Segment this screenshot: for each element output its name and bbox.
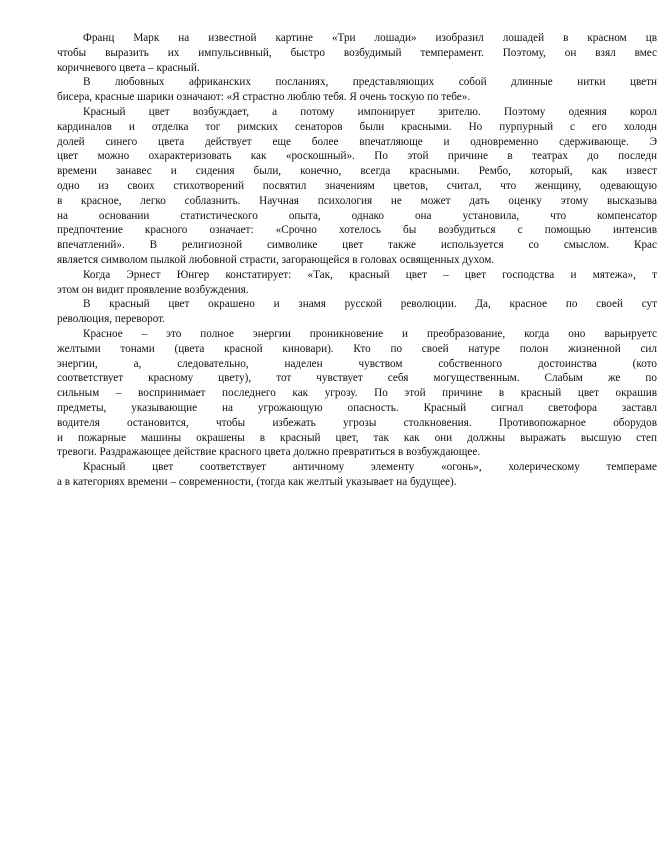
paragraph-3 — [57, 105, 657, 268]
text-line: предпочтение красного означает: «Срочно хотелось бы возбудиться с помощью интенсив — [57, 224, 657, 237]
text-line: соответствует красному цвету), тот чувствует себя могущественным. Слабым же по — [57, 372, 657, 385]
text-line: тревоги. Раздражающее действие красного цвета должно превратиться в возбуждающее. — [57, 446, 481, 459]
text-line: энергии, а, следовательно, наделен чувством собственного достоинства (кото — [57, 357, 657, 370]
paragraph-2 — [57, 75, 657, 105]
text-line: в красное, легко соблазнить. Научная психология не может дать оценку этому высказыва — [57, 194, 657, 207]
text-line: одно из своих стихотворений посвятил значениям цветов, считал, что женщину, одевающую — [57, 179, 657, 192]
paragraph-5 — [57, 297, 657, 327]
text-line: и пожарные машины окрашены в красный цвет, так как они должны выражать высшую степ — [57, 431, 657, 444]
text-line: Красный цвет соответствует античному элементу «огонь», холерическому темпераме — [83, 461, 657, 474]
text-line: бисера, красные шарики означают: «Я страстно люблю тебя. Я очень тоскую по тебе». — [57, 91, 471, 104]
text-line: а в категориях времени – современности, (тогда как желтый указывает на будущее). — [57, 475, 457, 488]
text-line: революция, переворот. — [57, 313, 166, 326]
text-line: Когда Эрнест Юнгер констатирует: «Так, красный цвет – цвет господства и мятежа», т — [83, 268, 657, 281]
text-line: времени занавес и сидения были, конечно, всегда красными. Рембо, который, как извест — [57, 165, 657, 178]
paragraph-4 — [57, 268, 657, 298]
text-line: Красное – это полное энергии проникновение и преобразование, когда оно варьируетс — [83, 327, 657, 340]
text-line: В любовных африканских посланиях, представляющих собой длинные нитки цветн — [83, 76, 657, 89]
paragraph-1 — [57, 31, 657, 75]
text-line: кардиналов и отделка тог римских сенаторов были красными. Но пурпурный с его холодн — [57, 120, 657, 133]
text-line: цвет можно охарактеризовать как «роскошный». По этой причине в театрах до последн — [57, 150, 657, 163]
text-line: впечатлений». В религиозной символике цвет также используется со смыслом. Крас — [57, 239, 657, 252]
text-line: долей синего цвета действует еще более впечатляюще и одновременно сдерживающе. Э — [57, 135, 657, 148]
text-line: В красный цвет окрашено и знамя русской революции. Да, красное по своей сут — [83, 298, 657, 311]
text-line: на основании статистического опыта, однако она установила, что компенсатор — [57, 209, 657, 222]
text-line: водителя остановится, чтобы избежать угрозы столкновения. Противопожарное оборудов — [57, 416, 657, 429]
text-line: Франц Марк на известной картине «Три лошади» изобразил лошадей в красном цв — [83, 32, 657, 44]
text-line: желтыми тонами (цвета красной киновари). Кто по своей натуре полон жизненной сил — [57, 342, 657, 355]
text-line: чтобы выразить их импульсивный, быстро возбудимый темперамент. Поэтому, он взял вмес — [57, 46, 657, 59]
text-line: предметы, указывающие на угрожающую опасность. Красный сигнал светофора заставл — [57, 401, 657, 414]
document-body — [57, 31, 657, 490]
text-line: Красный цвет возбуждает, а потому импонирует зрителю. Поэтому одеяния корол — [83, 105, 657, 118]
text-line: является символом пылкой любовной страсти, загорающейся в головах освященных духом. — [57, 253, 495, 266]
paragraph-6 — [57, 327, 657, 460]
paragraph-7 — [57, 460, 657, 490]
text-line: коричневого цвета – красный. — [57, 61, 200, 74]
text-line: сильным – воспринимает последнего как угрозу. По этой причине в красный цвет окрашив — [57, 387, 657, 400]
text-line: этом он видит проявление возбуждения. — [57, 283, 249, 296]
